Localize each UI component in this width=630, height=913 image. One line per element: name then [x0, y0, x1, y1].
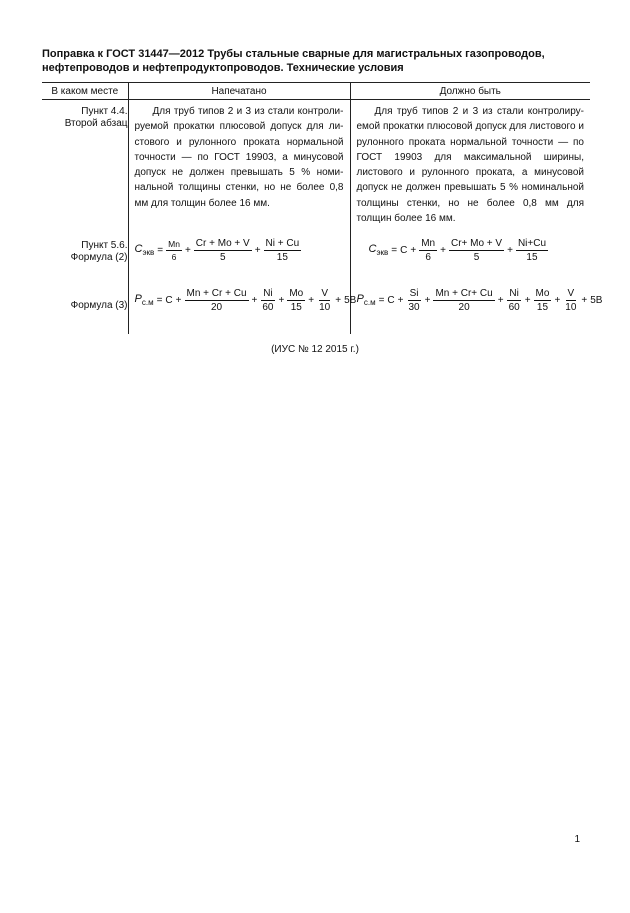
source-note: (ИУС № 12 2015 г.) — [271, 344, 359, 355]
equals-sign: = — [378, 295, 385, 306]
fraction-numerator: Mn — [168, 239, 180, 249]
formula-subscript: экв — [376, 248, 389, 258]
fraction-numerator: V — [321, 288, 328, 299]
printed-formula-3 — [129, 288, 357, 313]
formula-symbol: $P_{с.м}$ — [134, 293, 154, 308]
fraction — [407, 288, 422, 313]
fraction-denominator: 10 — [319, 302, 331, 313]
formula-term: 5B — [344, 295, 357, 306]
table-row — [42, 232, 590, 288]
fraction — [317, 288, 332, 313]
plus-sign: + — [507, 245, 513, 256]
fraction — [194, 238, 252, 263]
correct-text: Для труб типов 2 и 3 из стали контролируемой прокатки плюсовой допуск для листового и рулонного проката нормальной точности — по ГОСТ 19903 для максимальной ширины, листового и рулонного проката, а минусовой допуск не должен превышать 5 % номинальной толщины стенки, но не более 0,8 мм для толщин более 16 мм. — [356, 106, 584, 225]
fraction — [433, 288, 494, 313]
correct-formula-3 — [351, 288, 603, 313]
plus-sign: + — [497, 295, 504, 306]
plus-sign: + — [184, 245, 191, 256]
formula-symbol: $P_{с.м}$ — [356, 293, 376, 308]
fraction-denominator: 6 — [171, 252, 177, 262]
fraction-denominator: 15 — [276, 252, 288, 263]
correct-cell — [350, 232, 590, 288]
fraction — [419, 238, 437, 263]
plus-sign: + — [254, 245, 261, 256]
fraction-numerator: Mn + Cr+ Cu — [435, 288, 493, 299]
plus-sign: + — [554, 295, 561, 306]
row-place: Формула (3) — [70, 300, 128, 311]
fraction — [516, 238, 548, 263]
fraction-numerator: Ni+Cu — [517, 238, 547, 249]
correct-cell — [350, 288, 603, 334]
fraction-denominator: 5 — [219, 252, 226, 263]
equals-sign: = — [391, 245, 398, 256]
fraction — [534, 288, 552, 313]
formula-subscript: с.м — [363, 298, 376, 308]
plus-sign: + — [410, 245, 417, 256]
plus-sign: + — [397, 295, 404, 306]
correct-cell — [350, 100, 590, 233]
formula-symbol: $C_{экв}$ — [134, 243, 155, 258]
printed-text: Для труб типов 2 и 3 из стали контролируемой прокатки плюсовой допуск для листового и рулонного проката нормальной точности — по ГОСТ 19903, а минусовой допуск не должен превышать 5 % номинальной толщины стенки, но не более 0,8 мм для толщин более 16 мм. — [134, 106, 344, 209]
page-number: 1 — [574, 834, 580, 845]
plus-sign: + — [524, 295, 531, 306]
formula-subscript: с.м — [141, 298, 154, 308]
column-header-place: В каком месте — [42, 83, 128, 100]
equals-sign: = — [156, 295, 163, 306]
fraction — [287, 288, 305, 313]
printed-cell — [128, 232, 350, 288]
plus-sign: + — [581, 295, 588, 306]
plus-sign: + — [440, 245, 446, 256]
fraction-denominator: 60 — [508, 302, 520, 313]
formula-term: 5B — [590, 295, 603, 306]
plus-sign: + — [335, 295, 342, 306]
fraction-numerator: Ni — [509, 288, 519, 299]
plus-sign: + — [308, 295, 315, 306]
formula-term: C — [165, 295, 173, 306]
column-header-correct: Должно быть — [350, 83, 590, 100]
correction-table — [42, 82, 603, 334]
document-title: Поправка к ГОСТ 31447—2012 Трубы стальные сварные для магистральных газопроводов, нефтепроводов и нефтепродуктопроводов. Технические условия — [42, 48, 545, 74]
fraction-denominator: 60 — [262, 302, 274, 313]
fraction-denominator: 20 — [210, 302, 223, 313]
table-row — [42, 288, 590, 334]
fraction-denominator: 6 — [425, 252, 431, 263]
fraction-numerator: V — [567, 288, 575, 299]
plus-sign: + — [424, 295, 431, 306]
printed-formula-2 — [129, 232, 350, 263]
fraction-denominator: 30 — [408, 302, 420, 313]
table-row — [42, 100, 590, 233]
plus-sign: + — [251, 295, 258, 306]
fraction-numerator: Si — [409, 288, 419, 299]
fraction — [260, 288, 275, 313]
printed-cell — [128, 288, 357, 334]
fraction-numerator: Ni — [263, 288, 273, 299]
fraction-numerator: Mo — [289, 288, 304, 299]
fraction-denominator: 10 — [565, 302, 577, 313]
formula-term: C — [400, 245, 408, 256]
fraction-numerator: Cr+ Mo + V — [450, 238, 503, 249]
row-place: Пункт 5.6. Формула (2) — [70, 240, 128, 263]
formula-subscript: экв — [142, 248, 155, 258]
fraction-denominator: 15 — [536, 302, 549, 313]
fraction-numerator: Ni + Cu — [265, 238, 300, 249]
correct-formula-2 — [351, 232, 591, 263]
fraction — [264, 238, 302, 263]
plus-sign: + — [175, 295, 182, 306]
formula-term: C — [387, 295, 395, 306]
fraction-numerator: Mn — [421, 238, 436, 249]
row-place: Пункт 4.4. Второй абзац — [64, 106, 128, 129]
fraction-numerator: Mo — [535, 288, 550, 299]
fraction-numerator: Cr + Mo + V — [195, 238, 250, 249]
plus-sign: + — [278, 295, 285, 306]
equals-sign: = — [157, 245, 164, 256]
fraction — [563, 288, 578, 313]
column-header-printed: Напечатано — [128, 83, 350, 100]
fraction-numerator: Mn + Cr + Cu — [186, 288, 247, 299]
table-header-row — [42, 83, 590, 100]
fraction — [449, 238, 504, 263]
fraction-denominator: 15 — [290, 302, 302, 313]
fraction — [507, 288, 522, 313]
printed-cell — [128, 100, 350, 233]
fraction-denominator: 15 — [526, 252, 538, 263]
fraction — [185, 288, 249, 313]
fraction-denominator: 20 — [458, 302, 470, 313]
fraction — [166, 239, 182, 262]
fraction-denominator: 5 — [473, 252, 480, 263]
formula-symbol: $C_{экв}$ — [368, 243, 389, 258]
